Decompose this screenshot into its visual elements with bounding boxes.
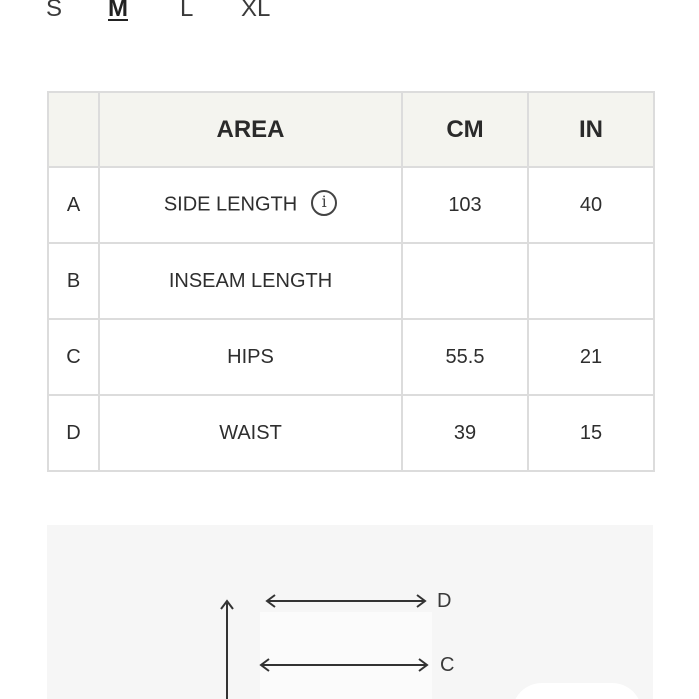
- row-in: 40: [528, 167, 654, 243]
- row-area: WAIST: [99, 395, 402, 471]
- table-row: [48, 395, 654, 471]
- row-in: 15: [528, 395, 654, 471]
- row-letter: C: [48, 319, 99, 395]
- row-cm: 39: [402, 395, 528, 471]
- table-row: [48, 319, 654, 395]
- overlay-shape: [512, 683, 642, 699]
- row-letter: D: [48, 395, 99, 471]
- row-cm: 103: [402, 167, 528, 243]
- size-table: [47, 91, 655, 472]
- header-cm: CM: [402, 92, 528, 167]
- table-header-row: [48, 92, 654, 167]
- diagram-label-c: C: [440, 654, 455, 676]
- row-area-label: SIDE LENGTH: [163, 193, 298, 216]
- size-selector: [0, 0, 699, 26]
- size-tab-xl[interactable]: XL: [241, 0, 271, 22]
- row-area: INSEAM LENGTH: [99, 243, 402, 319]
- diagram-label-d: D: [437, 590, 452, 612]
- info-icon[interactable]: i: [311, 190, 337, 216]
- row-cm: [402, 243, 528, 319]
- header-in: IN: [528, 92, 654, 167]
- table-row: [48, 167, 654, 243]
- row-letter: A: [48, 167, 99, 243]
- row-in: [528, 243, 654, 319]
- row-letter: B: [48, 243, 99, 319]
- header-area: AREA: [99, 92, 402, 167]
- header-letter: [48, 92, 99, 167]
- size-tab-s[interactable]: S: [46, 0, 63, 22]
- row-area: [99, 167, 402, 243]
- row-area: HIPS: [99, 319, 402, 395]
- diagram-arrows: [47, 525, 653, 699]
- row-in: 21: [528, 319, 654, 395]
- measurement-diagram: [47, 525, 653, 699]
- size-tab-l[interactable]: L: [180, 0, 194, 22]
- table-row: [48, 243, 654, 319]
- row-cm: 55.5: [402, 319, 528, 395]
- size-tab-m[interactable]: M: [108, 0, 128, 22]
